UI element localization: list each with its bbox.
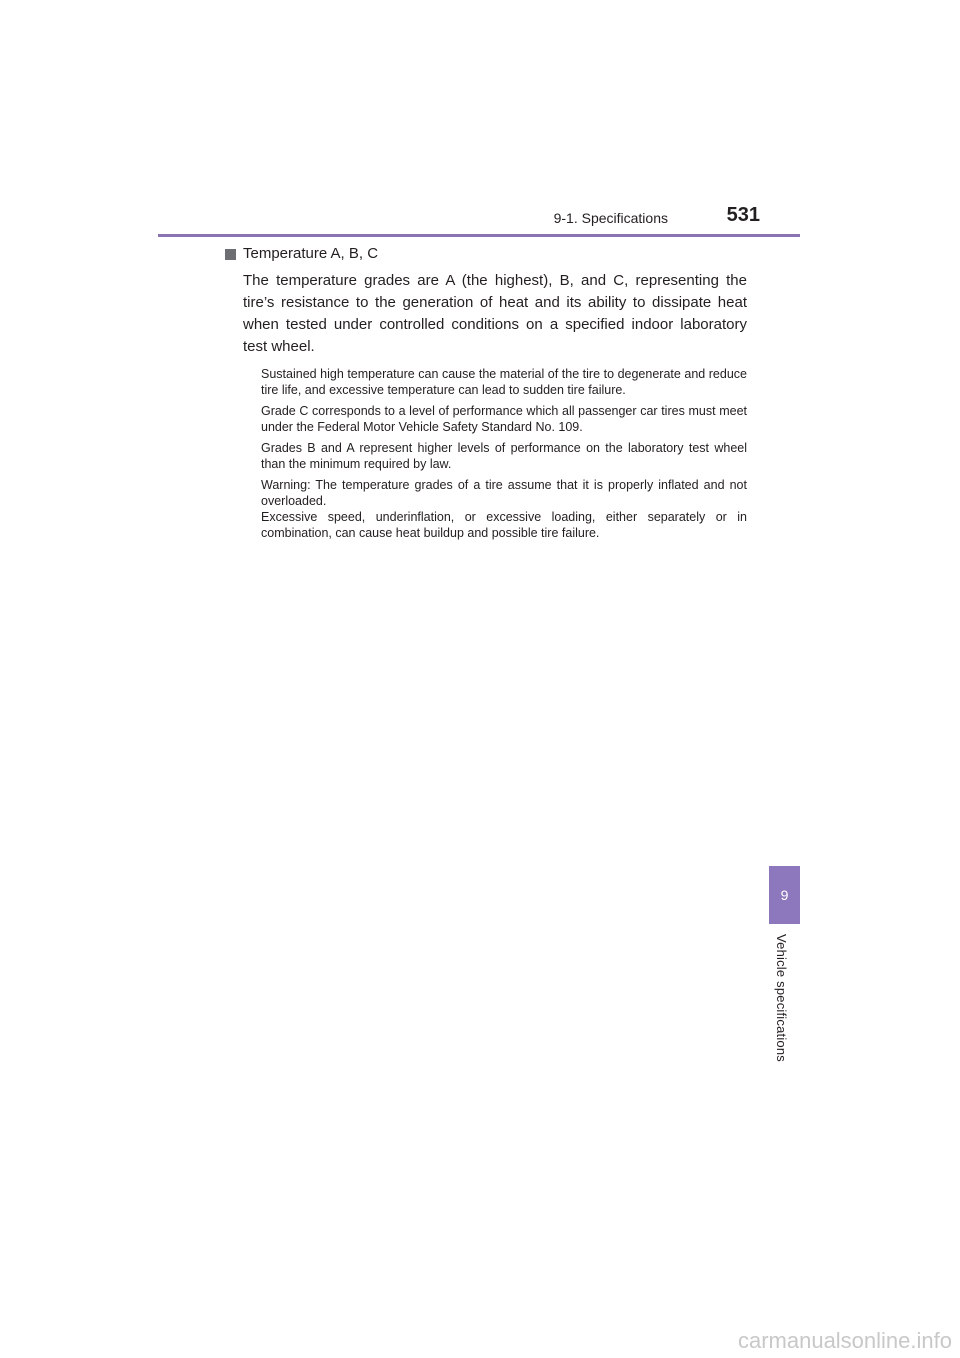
- chapter-tab: [769, 866, 800, 924]
- section-paragraph: The temperature grades are A (the highest), B, and C, representing the tire’s resistance to the generation of heat and its ability to dissipate heat when tested under controlled conditions on a specified indoor laboratory test wheel.: [243, 272, 747, 355]
- square-bullet-icon: [225, 249, 236, 260]
- chapter-label: Vehicle specifications: [774, 934, 789, 1062]
- warning-note: Warning: The temperature grades of a tire assume that it is properly inflated and not overloaded.: [261, 478, 747, 508]
- note-item: Grades B and A represent higher levels of performance on the laboratory test wheel than the minimum required by law.: [261, 441, 747, 471]
- warning-note-continued: Excessive speed, underinflation, or excessive loading, either separately or in combination, can cause heat buildup and possible tire failure.: [261, 510, 747, 540]
- header-section-title: 9-1. Specifications: [553, 210, 668, 226]
- note-item: Sustained high temperature can cause the material of the tire to degenerate and reduce tire life, and excessive temperature can lead to sudden tire failure.: [261, 367, 747, 397]
- watermark-text: carmanualsonline.info: [737, 1328, 952, 1353]
- section-heading-text: Temperature A, B, C: [243, 245, 379, 262]
- notes-list: [261, 366, 747, 541]
- chapter-number: 9: [780, 887, 789, 903]
- page-number: 531: [726, 204, 760, 226]
- section-heading: [225, 244, 747, 264]
- main-content: [225, 244, 747, 546]
- note-item: Grade C corresponds to a level of performance which all passenger car tires must meet under the Federal Motor Vehicle Safety Standard No. 109.: [261, 404, 747, 434]
- page-header: [158, 200, 800, 237]
